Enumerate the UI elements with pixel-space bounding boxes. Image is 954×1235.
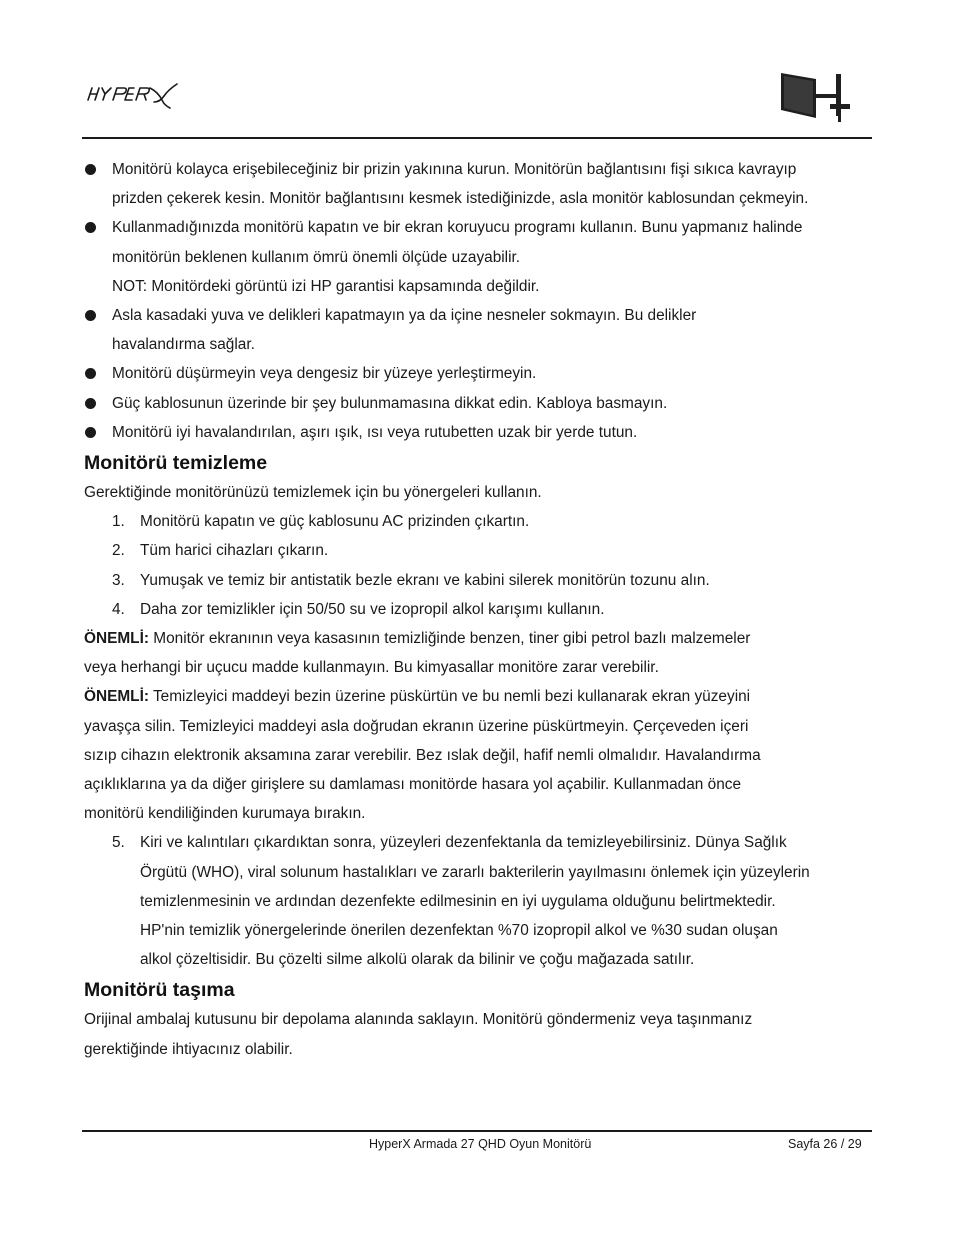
page-content xyxy=(84,155,872,1064)
important-text-line: yavaşça silin. Temizleyici maddeyi asla doğrudan ekranın üzerine püskürtmeyin. Çerçeveden içeri xyxy=(84,717,749,735)
monitor-arm-icon xyxy=(778,70,852,124)
important-notice xyxy=(84,624,872,682)
shipping-text-line: Orijinal ambalaj kutusunu bir depolama alanında saklayın. Monitörü göndermeniz veya taşınmanız xyxy=(84,1011,753,1029)
step-number: 3. xyxy=(112,571,125,589)
step-text-line: Yumuşak ve temiz bir antistatik bezle ekranı ve kabini silerek monitörün tozunu alın. xyxy=(140,571,710,589)
step-text-line: Monitörü kapatın ve güç kablosunu AC prizinden çıkartın. xyxy=(140,513,530,531)
important-label: ÖNEMLİ: xyxy=(84,688,149,706)
numbered-step xyxy=(84,507,872,536)
bullet-dot-icon xyxy=(85,398,96,409)
bullet-dot-icon xyxy=(85,222,96,233)
important-text-line: Monitör ekranının veya kasasının temizliğinde benzen, tiner gibi petrol bazlı malzemeler xyxy=(148,630,751,648)
bullet-dot-icon xyxy=(85,164,96,175)
step-text-line: temizlenmesinin ve ardından dezenfekte edilmesinin en iyi uygulama olduğunu belirtmektedir. xyxy=(140,892,776,910)
step-number: 4. xyxy=(112,600,125,618)
list-item xyxy=(84,359,872,388)
step-number: 5. xyxy=(112,834,125,852)
bullet-text-line: havalandırma sağlar. xyxy=(112,336,255,354)
list-item xyxy=(84,301,872,359)
hyperx-logo xyxy=(84,80,182,112)
bullet-text-line: prizden çekerek kesin. Monitör bağlantısını kesmek istediğinizde, asla monitör kablosundan çekmeyin. xyxy=(112,190,809,208)
numbered-step xyxy=(84,566,872,595)
numbered-step xyxy=(84,536,872,565)
footer-page-number: Sayfa 26 / 29 xyxy=(788,1137,862,1151)
important-text-line: monitörü kendiliğinden kurumaya bırakın. xyxy=(84,805,366,823)
step-text-line: Tüm harici cihazları çıkarın. xyxy=(140,542,329,560)
important-text-line: veya herhangi bir uçucu madde kullanmayın. Bu kimyasallar monitöre zarar verebilir. xyxy=(84,659,659,677)
bullet-dot-icon xyxy=(85,310,96,321)
important-label: ÖNEMLİ: xyxy=(84,630,149,648)
step-number: 2. xyxy=(112,542,125,560)
list-item xyxy=(84,155,872,213)
step-text-line: HP'nin temizlik yönergelerinde önerilen dezenfektan %70 izopropil alkol ve %30 sudan oluşan xyxy=(140,922,778,940)
header-divider xyxy=(82,137,872,139)
step-text-line: alkol çözeltisidir. Bu çözelti silme alkolü olarak da bilinir ve çoğu mağazada satılır. xyxy=(140,951,695,969)
list-item xyxy=(84,418,872,447)
bullet-text-line: Monitörü iyi havalandırılan, aşırı ışık, ısı veya rutubetten uzak bir yerde tutun. xyxy=(112,423,638,441)
section-heading-shipping: Monitörü taşıma xyxy=(84,979,235,1002)
step-text-line: Daha zor temizlikler için 50/50 su ve izopropil alkol karışımı kullanın. xyxy=(140,600,605,618)
list-item xyxy=(84,389,872,418)
bullet-text-line: monitörün beklenen kullanım ömrü önemli ölçüde uzayabilir. xyxy=(112,248,521,266)
bullet-text-line: Kullanmadığınızda monitörü kapatın ve bir ekran koruyucu programı kullanın. Bunu yapmanız halinde xyxy=(112,219,803,237)
step-number: 1. xyxy=(112,513,125,531)
section-heading-cleaning: Monitörü temizleme xyxy=(84,452,268,475)
cleaning-intro: Gerektiğinde monitörünüzü temizlemek için bu yönergeleri kullanın. xyxy=(84,484,542,502)
list-item xyxy=(84,213,872,271)
footer-document-title: HyperX Armada 27 QHD Oyun Monitörü xyxy=(369,1137,592,1151)
footer-divider xyxy=(82,1130,872,1132)
important-notice xyxy=(84,682,872,828)
step-text-line: Kiri ve kalıntıları çıkardıktan sonra, yüzeyleri dezenfektanla da temizleyebilirsiniz. Dünya Sağlık xyxy=(140,834,787,852)
bullet-text-line: Monitörü düşürmeyin veya dengesiz bir yüzeye yerleştirmeyin. xyxy=(112,365,537,383)
note-text: NOT: Monitördeki görüntü izi HP garantisi kapsamında değildir. xyxy=(112,277,540,295)
step-text-line: Örgütü (WHO), viral solunum hastalıkları ve zararlı bakterilerin yayılmasını önlemek için yüzeylerin xyxy=(140,863,810,881)
important-text-line: açıklıklarına ya da diğer girişlere su damlaması monitörde hasara yol açabilir. Kullanmadan önce xyxy=(84,776,742,794)
bullet-dot-icon xyxy=(85,368,96,379)
important-text-line: sızıp cihazın elektronik aksamına zarar verebilir. Bez ıslak değil, hafif nemli olmalıdır. Havalandırma xyxy=(84,746,761,764)
shipping-text-line: gerektiğinde ihtiyacınız olabilir. xyxy=(84,1040,293,1058)
bullet-text-line: Asla kasadaki yuva ve delikleri kapatmayın ya da içine nesneler sokmayın. Bu delikler xyxy=(112,307,697,325)
bullet-dot-icon xyxy=(85,427,96,438)
numbered-step xyxy=(84,828,872,974)
bullet-text-line: Monitörü kolayca erişebileceğiniz bir prizin yakınına kurun. Monitörün bağlantısını fişi sıkıca kavrayıp xyxy=(112,161,797,178)
important-text-line: Temizleyici maddeyi bezin üzerine püskürtün ve bu nemli bezi kullanarak ekran yüzeyini xyxy=(148,688,751,706)
bullet-text-line: Güç kablosunun üzerinde bir şey bulunmamasına dikkat edin. Kabloya basmayın. xyxy=(112,394,668,412)
numbered-step xyxy=(84,595,872,624)
